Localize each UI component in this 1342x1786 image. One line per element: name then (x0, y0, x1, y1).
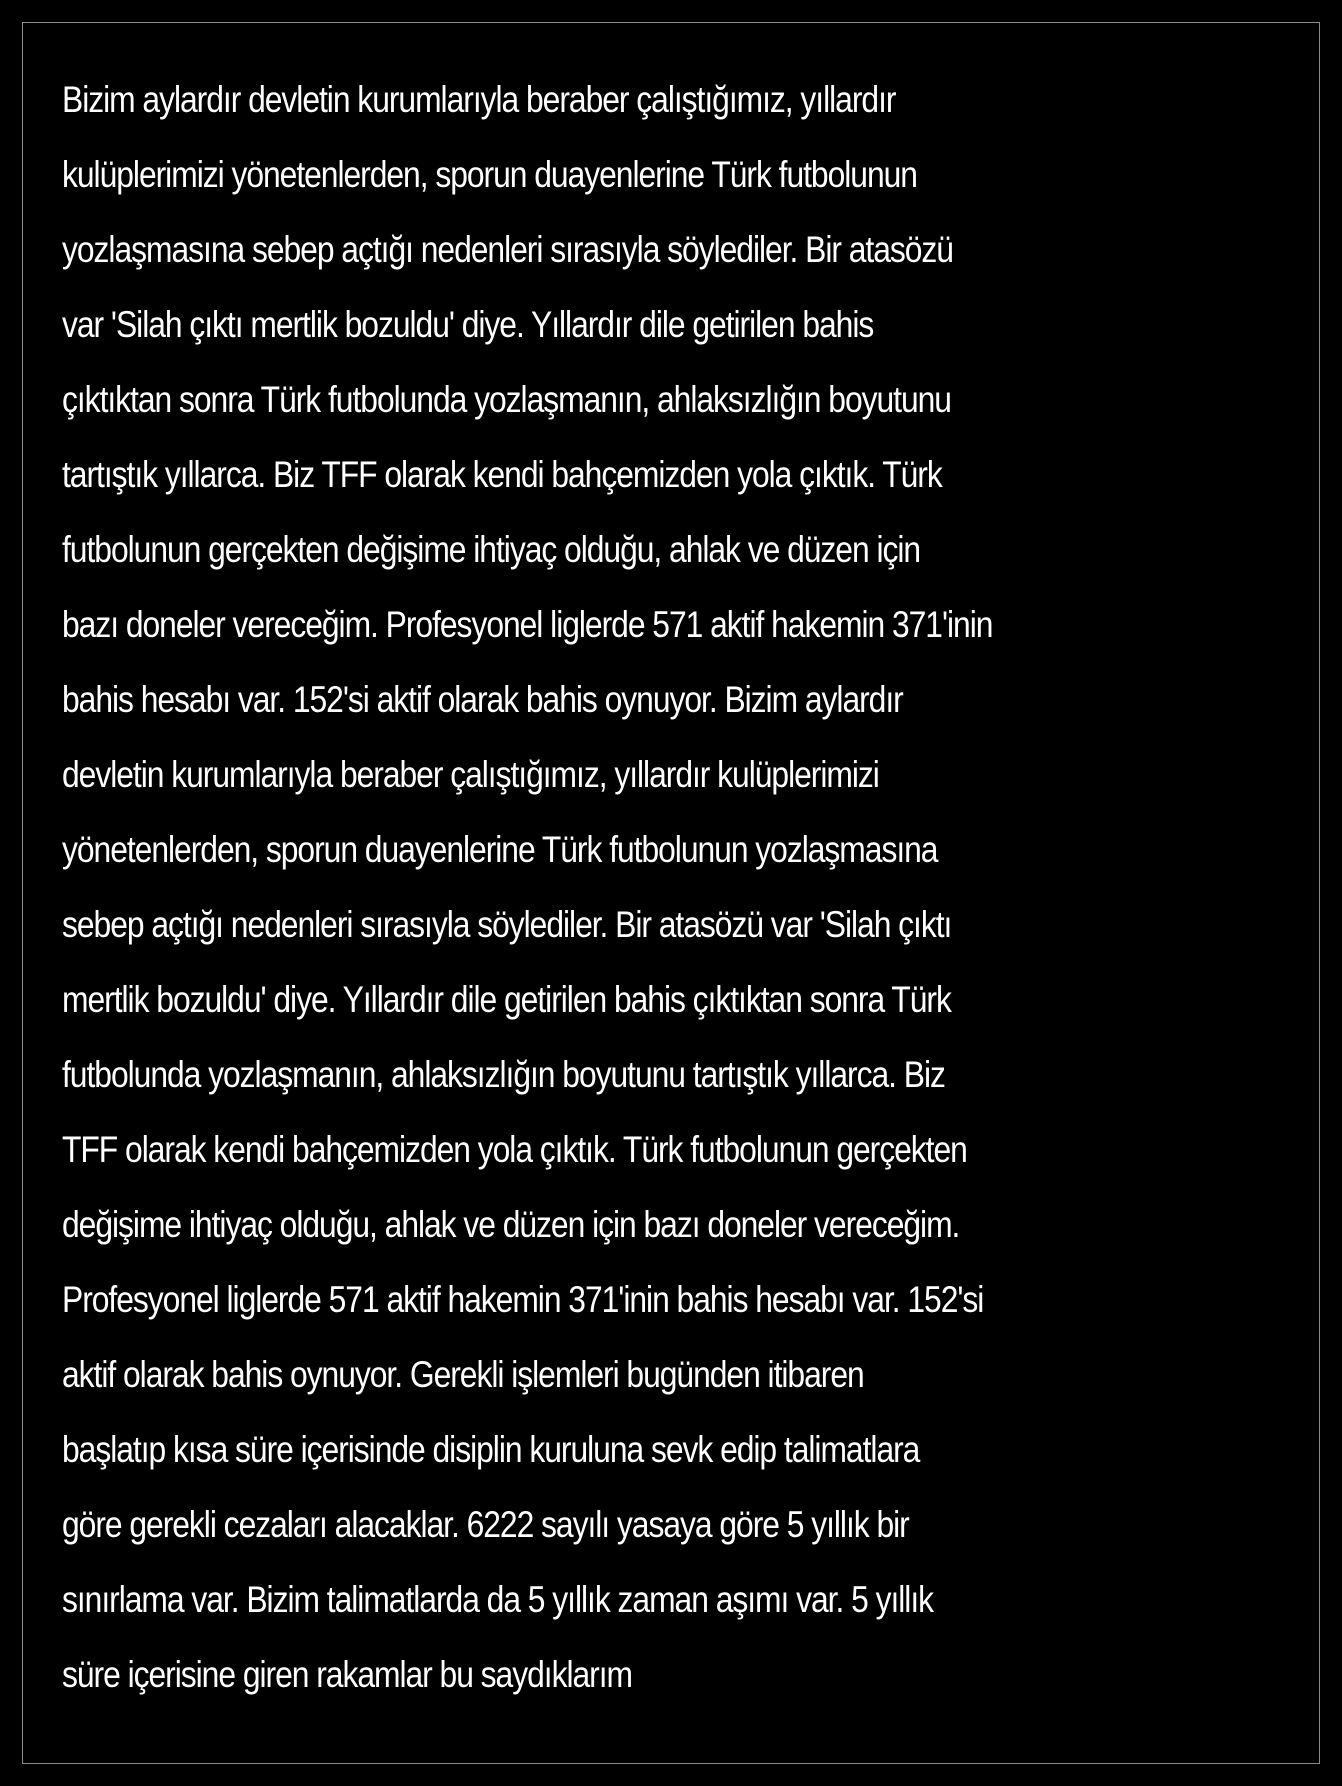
quote-line: bahis hesabı var. 152'si aktif olarak bahis oynuyor. Bizim aylardır (62, 679, 903, 720)
quote-line: aktif olarak bahis oynuyor. Gerekli işlemleri bugünden itibaren (62, 1354, 864, 1395)
quote-line: Profesyonel liglerde 571 aktif hakemin 371'inin bahis hesabı var. 152'si (62, 1279, 984, 1320)
quote-line: Bizim aylardır devletin kurumlarıyla beraber çalıştığımız, yıllardır (62, 79, 896, 120)
quote-line: futbolunun gerçekten değişime ihtiyaç olduğu, ahlak ve düzen için (62, 529, 921, 570)
quote-line: sınırlama var. Bizim talimatlarda da 5 yıllık zaman aşımı var. 5 yıllık (62, 1579, 934, 1620)
quote-line: bazı doneler vereceğim. Profesyonel liglerde 571 aktif hakemin 371'inin (62, 604, 993, 645)
quote-line: var 'Silah çıktı mertlik bozuldu' diye. Yıllardır dile getirilen bahis (62, 304, 874, 345)
quote-line: sebep açtığı nedenleri sırasıyla söylediler. Bir atasözü var 'Silah çıktı (62, 904, 952, 945)
quote-line: göre gerekli cezaları alacaklar. 6222 sayılı yasaya göre 5 yıllık bir (62, 1504, 909, 1545)
quote-line: çıktıktan sonra Türk futbolunda yozlaşmanın, ahlaksızlığın boyutunu (62, 379, 951, 420)
quote-line: yönetenlerden, sporun duayenlerine Türk futbolunun yozlaşmasına (62, 829, 938, 870)
quote-text (62, 62, 1120, 1712)
quote-line: süre içerisine giren rakamlar bu saydıklarım (62, 1654, 633, 1695)
quote-line: yozlaşmasına sebep açtığı nedenleri sırasıyla söylediler. Bir atasözü (62, 229, 953, 270)
quote-line: başlatıp kısa süre içerisinde disiplin kuruluna sevk edip talimatlara (62, 1429, 920, 1470)
quote-line: tartıştık yıllarca. Biz TFF olarak kendi bahçemizden yola çıktık. Türk (62, 454, 942, 495)
quote-line: TFF olarak kendi bahçemizden yola çıktık. Türk futbolunun gerçekten (62, 1129, 967, 1170)
quote-line: futbolunda yozlaşmanın, ahlaksızlığın boyutunu tartıştık yıllarca. Biz (62, 1054, 945, 1095)
quote-line: değişime ihtiyaç olduğu, ahlak ve düzen için bazı doneler vereceğim. (62, 1204, 960, 1245)
quote-line: devletin kurumlarıyla beraber çalıştığımız, yıllardır kulüplerimizi (62, 754, 879, 795)
quote-line: kulüplerimizi yönetenlerden, sporun duayenlerine Türk futbolunun (62, 154, 917, 195)
quote-line: mertlik bozuldu' diye. Yıllardır dile getirilen bahis çıktıktan sonra Türk (62, 979, 951, 1020)
